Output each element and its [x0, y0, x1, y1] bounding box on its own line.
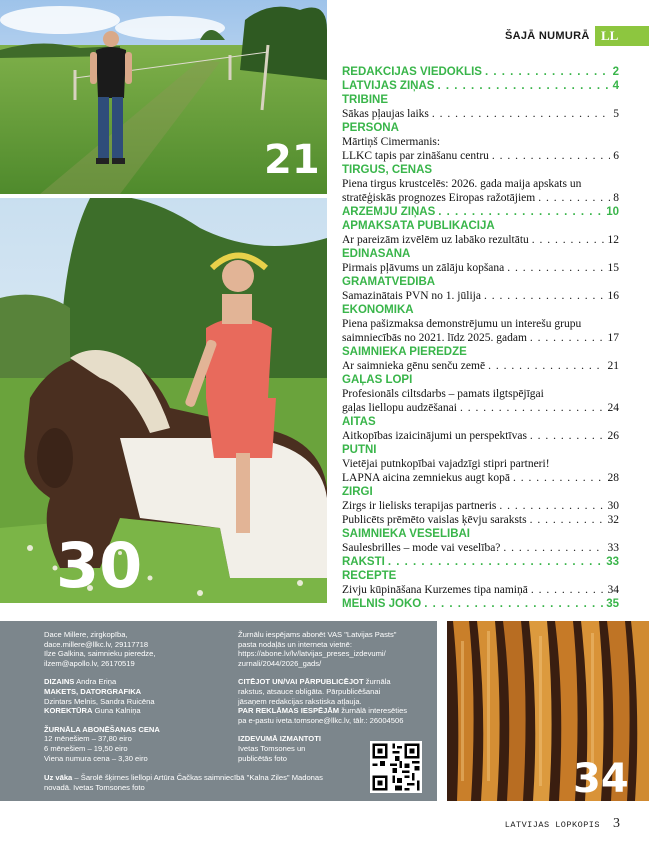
toc-entry[interactable] [342, 472, 619, 486]
toc-entry[interactable] [342, 360, 619, 374]
toc-leader-dots [484, 290, 605, 302]
reklama-label: PAR REKLĀMAS IESPĒJĀM [238, 706, 340, 716]
toc-section-title: AITAS [342, 416, 376, 428]
toc-section [342, 122, 619, 136]
toc-leader-dots [507, 262, 604, 274]
toc-leader-dots [531, 584, 605, 596]
subscription-heading: ŽURNĀLA ABONĒŠANAS CENA [44, 724, 160, 734]
photo-page-number: 34 [573, 756, 629, 801]
cover-line: – Šarolē šķirnes liellopi Artūra Čačkas saimniecībā "Kalna Ziles" Madonas [74, 773, 323, 782]
photo-girl-on-pony [0, 198, 327, 603]
credit-line: ilzem@apollo.lv, 26170519 [44, 658, 135, 668]
toc-section-title: RECEPTE [342, 570, 397, 582]
toc-leader-dots [437, 80, 609, 92]
toc-entry[interactable] [342, 192, 619, 206]
magazine-code-badge: LL [595, 26, 649, 46]
toc-page-number: 24 [607, 402, 619, 414]
toc-entry [342, 318, 619, 332]
toc-section-title: PERSONA [342, 122, 399, 134]
toc-entry-title: LLKC tapis par zināšanu centru [342, 150, 489, 162]
toc-entry [342, 178, 619, 192]
toc-section [342, 276, 619, 290]
toc-entry[interactable] [342, 500, 619, 514]
toc-entry [342, 388, 619, 402]
korektura-label: KOREKTŪRA [44, 706, 93, 716]
abonet-url[interactable]: https://abone.lv/lv/latvijas_preses_izdevumi/ [238, 649, 386, 659]
table-of-contents [342, 66, 619, 612]
contents-header [498, 26, 649, 46]
contents-header-label: ŠAJĀ NUMURĀ [505, 30, 590, 42]
izmantoti-line: Ivetas Tomsones un [238, 743, 306, 753]
toc-page-number: 10 [606, 206, 619, 218]
toc-entry[interactable] [342, 290, 619, 304]
toc-entry-title: Pirmais pļāvums un zālāju kopšana [342, 262, 505, 274]
toc-entry-title: stratēģiskās prognozes Eiropas ražotājiem [342, 192, 536, 204]
citejot-line: jāsaņem redakcijas rakstiska atļauja. [238, 696, 362, 706]
toc-entry-title: Ar saimnieka gēnu senču zemē [342, 360, 486, 372]
toc-section [342, 416, 619, 430]
toc-page-number: 2 [612, 66, 619, 78]
toc-entry-title: Publicēts prēmēto vaislas ķēvju saraksts [342, 514, 527, 526]
toc-section-title: APMAKSĀTA PUBLIKĀCIJA [342, 220, 495, 232]
toc-section-title: TIRGUS, CENAS [342, 164, 433, 176]
toc-page-number: 5 [613, 108, 619, 120]
toc-leader-dots [424, 598, 603, 610]
toc-section-title: ĒDINĀŠANA [342, 248, 411, 260]
cover-line: novadā. Ivetas Tomsones foto [44, 782, 145, 792]
toc-leader-dots [499, 500, 604, 512]
toc-entry-title: Profesionāls ciltsdarbs – pamats ilgtspējīgai [342, 388, 544, 400]
toc-section [342, 528, 619, 542]
toc-leader-dots [485, 66, 610, 78]
toc-entry-title: Aitkopības izaicinājumi un perspektīvas [342, 430, 527, 442]
toc-page-number: 26 [607, 430, 619, 442]
toc-page-number: 17 [607, 332, 619, 344]
toc-entry-title: LAPNA aicina zemniekus augt kopā [342, 472, 510, 484]
toc-entry[interactable] [342, 332, 619, 346]
design-label: DIZAINS [44, 677, 75, 687]
toc-leader-dots [530, 514, 605, 526]
toc-entry-title: Piena pašizmaksa demonstrējumu un interešu grupu [342, 318, 582, 330]
toc-section [342, 570, 619, 584]
toc-entry-title: Sākas pļaujas laiks [342, 108, 429, 120]
makets-label: MAKETS, DATORGRAFIKA [44, 686, 142, 696]
toc-entry-title: Ar pareizām izvēlēm uz labāko rezultātu [342, 234, 529, 246]
subscription-line: 6 mēnešiem – 19,50 eiro [44, 743, 128, 753]
toc-entry[interactable] [342, 584, 619, 598]
reklama-line: pa e-pastu iveta.tomsone@llkc.lv, tālr.: 26004506 [238, 715, 404, 725]
makets-value: Dzintars Melnis, Sandra Ruicēna [44, 696, 155, 706]
running-head: LATVIJAS LOPKOPIS [504, 820, 600, 830]
toc-section-title: TRIBĪNE [342, 94, 388, 106]
toc-section[interactable] [342, 206, 619, 220]
toc-entry-title: Zirgs ir lielisks terapijas partneris [342, 500, 497, 512]
toc-leader-dots [530, 430, 605, 442]
credits-staff-column [44, 630, 244, 763]
toc-entry-title: saimniecībās no 2021. līdz 2025. gadam [342, 332, 527, 344]
toc-leader-dots [503, 542, 604, 554]
reklama-line: žurnālā interesēties [341, 706, 408, 716]
photo-page-number: 30 [56, 529, 143, 602]
toc-page-number: 32 [607, 514, 619, 526]
qr-code-icon[interactable] [370, 741, 422, 793]
toc-section [342, 164, 619, 178]
toc-page-number: 21 [607, 360, 619, 372]
credit-line: Ilze Galkina, saimnieku pieredze, [44, 649, 156, 659]
citejot-line: rakstus, atsauce obligāta. Pārpublicēšanai [238, 686, 381, 696]
toc-section-title: RAKSTI [342, 556, 385, 568]
toc-page-number: 15 [607, 262, 619, 274]
toc-page-number: 4 [612, 80, 619, 92]
korektura-value: Guna Kalniņa [94, 706, 141, 716]
toc-page-number: 6 [613, 150, 619, 162]
toc-section-title: GRĀMATVEDĪBA [342, 276, 436, 288]
page-number: 3 [613, 816, 620, 831]
toc-entry-title: Vietējai putnkopībai vajadzīgi stipri partneri! [342, 458, 550, 470]
toc-page-number: 33 [606, 556, 619, 568]
toc-section [342, 94, 619, 108]
toc-section[interactable] [342, 66, 619, 80]
toc-section-title: SAIMNIEKA PIEREDZE [342, 346, 467, 358]
toc-section-title: ZIRGI [342, 486, 373, 498]
toc-leader-dots [438, 206, 603, 218]
toc-entry [342, 136, 619, 150]
izmantoti-line: publicētās foto [238, 753, 287, 763]
toc-page-number: 35 [606, 598, 619, 610]
toc-entry [342, 458, 619, 472]
photo-page-number: 21 [264, 137, 320, 183]
toc-entry[interactable] [342, 234, 619, 248]
toc-leader-dots [488, 360, 604, 372]
toc-entry[interactable] [342, 402, 619, 416]
toc-section [342, 346, 619, 360]
toc-section-title: GAĻAS LOPI [342, 374, 413, 386]
citejot-line: žurnāla [365, 677, 391, 687]
toc-entry[interactable] [342, 262, 619, 276]
toc-section [342, 248, 619, 262]
toc-leader-dots [532, 234, 605, 246]
toc-section-title: EKONOMIKA [342, 304, 414, 316]
toc-section-title: REDAKCIJAS VIEDOKLIS [342, 66, 482, 78]
photo-smoked-fish [447, 621, 649, 801]
toc-entry[interactable] [342, 542, 619, 556]
toc-section [342, 220, 619, 234]
citejot-label: CITĒJOT UN/VAI PĀRPUBLICĒJOT [238, 677, 364, 687]
abonet-url[interactable]: zurnali/2044/2026_gads/ [238, 658, 322, 668]
toc-entry-title: Saulesbrilles – mode vai veselība? [342, 542, 501, 554]
toc-entry[interactable] [342, 514, 619, 528]
photo-man-in-pasture [0, 0, 327, 194]
toc-leader-dots [513, 472, 605, 484]
toc-entry[interactable] [342, 430, 619, 444]
toc-page-number: 28 [607, 472, 619, 484]
toc-section-title: MELNIS JOKO [342, 598, 422, 610]
izmantoti-heading: IZDEVUMĀ IZMANTOTI [238, 734, 321, 744]
abonet-line: pasta nodaļās un interneta vietnē: [238, 639, 352, 649]
credit-line: Dace Millere, zirgkopība, [44, 630, 128, 639]
design-value: Andra Eriņa [76, 677, 117, 687]
toc-page-number: 30 [607, 500, 619, 512]
toc-entry-title: Mārtiņš Cimermanis: [342, 136, 441, 148]
toc-page-number: 8 [613, 192, 619, 204]
toc-section-title: LATVIJAS ZIŅAS [342, 80, 435, 92]
toc-page-number: 34 [607, 584, 619, 596]
subscription-line: Viena numura cena – 3,30 eiro [44, 753, 148, 763]
toc-section-title: ĀRZEMJU ZIŅAS [342, 206, 436, 218]
toc-entry[interactable] [342, 150, 619, 164]
credits-footer [0, 621, 437, 801]
toc-page-number: 33 [607, 542, 619, 554]
toc-entry[interactable] [342, 108, 619, 122]
toc-section [342, 374, 619, 388]
toc-page-number: 16 [607, 290, 619, 302]
toc-section [342, 486, 619, 500]
toc-leader-dots [460, 402, 605, 414]
toc-entry-title: gaļas liellopu audzēšanai [342, 402, 457, 414]
toc-leader-dots [530, 332, 605, 344]
toc-entry-title: Zivju kūpināšana Kurzemes tipa namiņā [342, 584, 528, 596]
toc-section[interactable] [342, 556, 619, 570]
toc-section-title: SAIMNIEKA VESELĪBAI [342, 528, 471, 540]
toc-section[interactable] [342, 80, 619, 94]
subscription-line: 12 mēnešiem – 37,80 eiro [44, 734, 132, 744]
cover-label: Uz vāka [44, 773, 73, 782]
toc-leader-dots [432, 108, 610, 120]
abonet-line: Žurnālu iespējams abonēt VAS "Latvijas Pasts" [238, 630, 397, 639]
toc-section[interactable] [342, 598, 619, 612]
toc-section-title: PUTNI [342, 444, 377, 456]
toc-section [342, 304, 619, 318]
toc-leader-dots [492, 150, 610, 162]
toc-entry-title: Piena tirgus krustcelēs: 2026. gada maija apskats un [342, 178, 582, 190]
toc-section [342, 444, 619, 458]
toc-leader-dots [388, 556, 603, 568]
toc-page-number: 12 [607, 234, 619, 246]
toc-leader-dots [538, 192, 610, 204]
toc-entry-title: Samazinātais PVN no 1. jūlija [342, 290, 481, 302]
credit-line: dace.millere@llkc.lv, 29117718 [44, 639, 149, 649]
